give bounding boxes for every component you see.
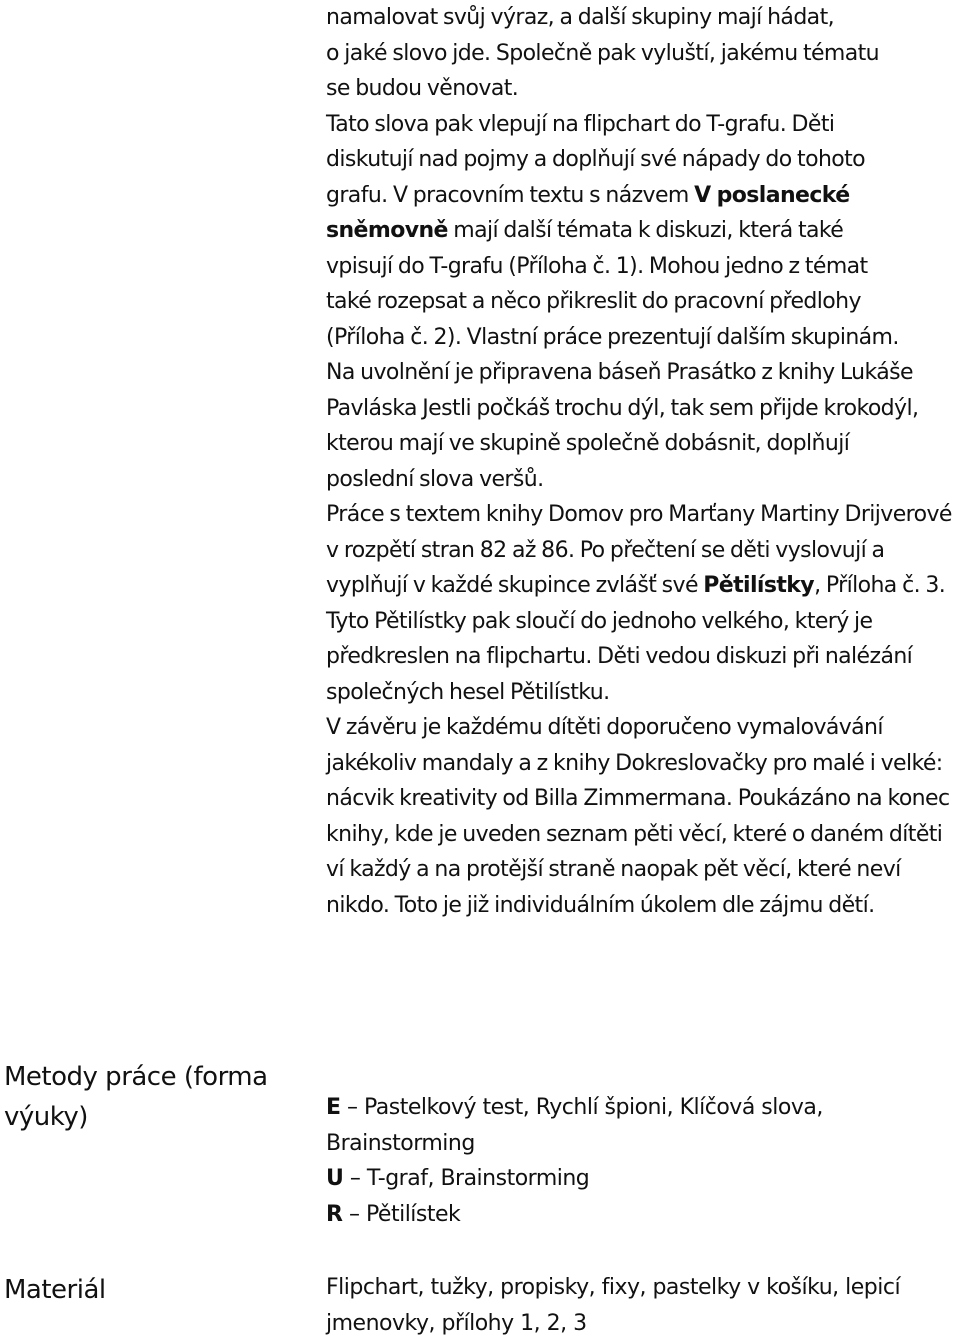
activity-description xyxy=(326,0,960,923)
line: diskutují nad pojmy a doplňují své nápady do tohoto xyxy=(326,147,866,172)
text-run: , Příloha č. 3. xyxy=(814,573,946,598)
paragraph-6 xyxy=(326,710,960,923)
method-key: E xyxy=(326,1095,341,1120)
method-u xyxy=(326,1161,960,1197)
method-text: – T-graf, Brainstorming xyxy=(343,1166,590,1191)
material-label: Materiál xyxy=(4,1275,106,1305)
text-run: Práce s textem knihy Domov pro Marťany Martiny Drijverové v rozpětí stran 82 až 86. Po přečtení se děti vyslovují a vyplňují v každé skupince zvlášť své xyxy=(326,502,952,598)
line: Tato slova pak vlepují na flipchart do T-grafu. Děti xyxy=(326,111,835,137)
material-text: Flipchart, tužky, propisky, fixy, pastelky v košíku, lepicí jmenovky, přílohy 1, 2, 3 xyxy=(326,1275,901,1336)
method-e xyxy=(326,1090,960,1161)
paragraph-1 xyxy=(326,0,960,178)
material-content xyxy=(326,1270,960,1341)
paragraph-5 xyxy=(326,604,960,711)
line: namalovat svůj výraz, a další skupiny mají hádat, xyxy=(326,5,834,30)
line: se budou věnovat. xyxy=(326,76,519,101)
methods-content xyxy=(326,1090,960,1232)
bold-title: V poslanecké sněmovně xyxy=(326,182,850,243)
method-text: – Pastelkový test, Rychlí špioni, Klíčová slova, Brainstorming xyxy=(326,1095,823,1156)
text-run: mají další témata k diskuzi, která také vpisují do T-grafu (Příloha č. 1). Mohou jedno z témat také rozepsat a něco přikreslit do pracovní předlohy (Příloha č. 2). Vlastní práce prezentují dalším skupinám. xyxy=(326,218,899,350)
method-r xyxy=(326,1197,960,1233)
text-run: V závěru je každému dítěti doporučeno vymalovávání jakékoliv mandaly a z knihy Dokreslovačky pro malé i velké: nácvik kreativity od Billa Zimmermana. Poukázáno na konec knihy, kde je uveden seznam pěti věcí, které o daném dítěti ví každý a na protější straně naopak pět věcí, které neví nikdo. Toto je již individuálním úkolem dle zájmu dětí. xyxy=(326,715,950,918)
paragraph-4 xyxy=(326,497,960,604)
method-key: U xyxy=(326,1166,344,1191)
paragraph-3 xyxy=(326,355,960,497)
text-run: grafu. V pracovním textu s názvem xyxy=(326,182,695,208)
line: o jaké slovo jde. Společně pak vyluští, jakému tématu xyxy=(326,40,879,66)
method-text: – Pětilístek xyxy=(342,1201,461,1227)
text-run: Na uvolnění je připravena báseň Prasátko z knihy Lukáše Pavláska Jestli počkáš trochu dýl, tak sem přijde krokodýl, kterou mají ve skupině společně dobásnit, doplňují poslední slova veršů. xyxy=(326,360,919,492)
bold-term: Pětilístky xyxy=(703,573,815,598)
paragraph-2 xyxy=(326,178,960,356)
methods-label: Metody práce (forma výuky) xyxy=(4,1062,268,1132)
text-run: Tyto Pětilístky pak sloučí do jednoho velkého, který je předkreslen na flipchartu. Děti vedou diskuzi při nalézání společných hesel Pětilístku. xyxy=(326,608,913,705)
method-key: R xyxy=(326,1201,343,1227)
